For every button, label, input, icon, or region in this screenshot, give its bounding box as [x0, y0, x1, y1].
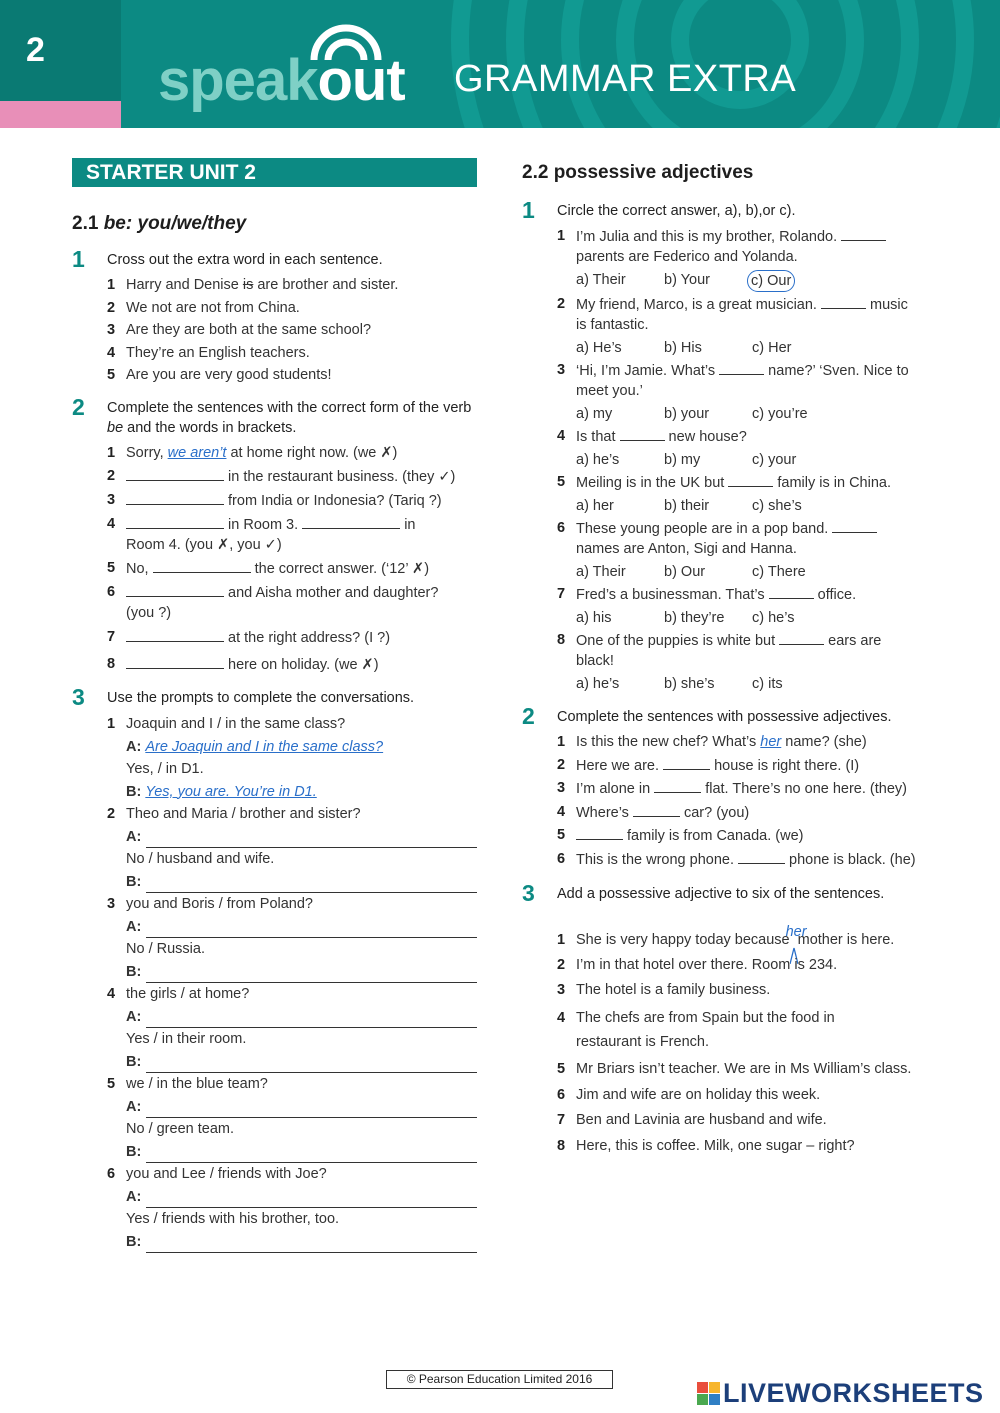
list-item: 7 Fred’s a businessman. That’s office. a) his b) they’re c) he’s	[557, 586, 857, 626]
exercise-instruction: Circle the correct answer, a), b),or c).	[557, 203, 796, 219]
inserted-word: her	[785, 923, 807, 940]
exercise-instruction: Complete the sentences with the correct form of the verb be and the words in brackets.	[107, 400, 472, 436]
answer-blank[interactable]	[620, 426, 665, 441]
struck-word: is	[242, 277, 254, 293]
exercise-number: 1	[522, 197, 535, 223]
list-item: 8 Here, this is coffee. Milk, one sugar – right?	[557, 1137, 855, 1154]
answer-blank[interactable]	[126, 466, 224, 481]
list-item: 5 Are you are very good students!	[107, 367, 332, 383]
exercise-instruction: Complete the sentences with possessive adjectives.	[557, 709, 892, 725]
answer-blank[interactable]	[654, 778, 701, 793]
liveworksheets-icon	[697, 1382, 720, 1405]
answer-line[interactable]	[146, 1009, 477, 1028]
list-item: 4 Where’s car? (you)	[557, 803, 750, 821]
answer-text: Yes, you are. You’re in D1.	[145, 783, 317, 800]
pink-strip	[0, 101, 121, 128]
option-c[interactable]: c) your	[752, 452, 797, 468]
brand-text: LIVEWORKSHEETS	[723, 1378, 984, 1408]
option-a[interactable]: a) he’s	[576, 676, 620, 692]
conversation-item: 3 you and Boris / from Poland? A: No / Russia. B:	[107, 893, 477, 983]
list-item: 1 Sorry, we aren’t at home right now. (we ✗)	[107, 445, 398, 461]
list-item: 8 here on holiday. (we ✗)	[107, 656, 379, 673]
unit-title: STARTER UNIT 2	[72, 158, 477, 187]
list-item: 2 Here we are. house is right there. (I)	[557, 756, 860, 774]
answer-blank[interactable]	[126, 582, 224, 597]
conversation-item: 4 the girls / at home? A: Yes / in their room. B:	[107, 983, 477, 1073]
list-item: 4 in Room 3. in Room 4. (you ✗, you ✓)	[107, 516, 416, 553]
answer-blank[interactable]	[719, 360, 764, 375]
option-c[interactable]: c) Our	[747, 270, 795, 292]
list-item: 5 Mr Briars isn’t teacher. We are in Ms William’s class.	[557, 1061, 912, 1077]
list-item: 2 We not are not from China.	[107, 299, 300, 316]
option-b[interactable]: b) they’re	[664, 610, 725, 626]
list-item: 2 in the restaurant business. (they ✓)	[107, 468, 456, 485]
list-item: 1 Is this the new chef? What’s her name? (she)	[557, 734, 867, 750]
answer-line[interactable]	[146, 874, 477, 893]
answer-blank[interactable]	[738, 849, 785, 864]
option-b[interactable]: b) Our	[664, 564, 706, 580]
exercise-number: 3	[72, 684, 85, 710]
option-b[interactable]: b) His	[664, 340, 702, 356]
list-item: 5 Meiling is in the UK but family is in China. a) her b) their c) she’s	[557, 474, 891, 514]
right-column	[522, 158, 932, 1156]
liveworksheets-logo	[697, 1378, 984, 1409]
list-item: 3 The hotel is a family business.	[557, 982, 771, 998]
page-header	[0, 0, 1000, 128]
answer-blank[interactable]	[302, 514, 400, 529]
option-c[interactable]: c) she’s	[752, 498, 802, 514]
answer-line[interactable]	[146, 829, 477, 848]
answer-blank[interactable]	[663, 755, 710, 770]
list-item: 4 Is that new house? a) he’s b) my c) your	[557, 426, 932, 470]
exercise-number: 2	[522, 703, 535, 729]
option-a[interactable]: a) Their	[576, 564, 626, 580]
section-title-2-1: 2.1 be: you/we/they	[72, 213, 247, 234]
answer-blank[interactable]	[841, 226, 886, 241]
option-b[interactable]: b) my	[664, 452, 701, 468]
list-item: 2 My friend, Marco, is a great musician. music is fantastic. a) He’s b) His c) Her	[557, 296, 908, 356]
list-item: 6 These young people are in a pop band. names are Anton, Sigi and Hanna. a) Their b) Our c) There	[557, 518, 932, 582]
conversation-item: 2 Theo and Maria / brother and sister? A: No / husband and wife. B:	[107, 803, 477, 893]
answer-line[interactable]	[146, 964, 477, 983]
exercise-3	[72, 684, 477, 1253]
list-item: 7 Ben and Lavinia are husband and wife.	[557, 1112, 827, 1128]
option-a[interactable]: a) my	[576, 406, 613, 422]
list-item: 4 The chefs are from Spain but the food in restaurant is French.	[557, 1009, 835, 1050]
answer-line[interactable]	[146, 1234, 477, 1253]
exercise-2	[72, 394, 477, 675]
list-item: 5 No, the correct answer. (‘12’ ✗)	[107, 560, 430, 577]
answer-line[interactable]	[146, 1189, 477, 1208]
list-item: 6 Jim and wife are on holiday this week.	[557, 1086, 821, 1103]
answer-blank[interactable]	[126, 514, 224, 529]
conversation-item: 1 Joaquin and I / in the same class? A: Are Joaquin and I in the same class? Yes, / in D1. B: Yes, you are. You’re in D1.	[107, 716, 384, 800]
answer-line[interactable]	[146, 1099, 477, 1118]
answer-text: her	[760, 734, 782, 750]
answer-line[interactable]	[146, 1144, 477, 1163]
list-item: 1 Harry and Denise is are brother and sister.	[107, 277, 399, 293]
list-item: 3 I’m alone in flat. There’s no one here. (they)	[557, 780, 907, 797]
exercise-1	[72, 246, 477, 385]
logo-speak: speak	[158, 48, 318, 113]
option-c[interactable]: c) he’s	[752, 610, 795, 626]
option-b[interactable]: b) your	[664, 406, 710, 422]
answer-blank[interactable]	[633, 802, 680, 817]
list-item: 2 I’m in that hotel over there. Room is 234.	[557, 956, 838, 973]
exercise-number: 3	[522, 879, 535, 906]
exercise-instruction: Cross out the extra word in each sentence.	[107, 252, 383, 268]
answer-text: Are Joaquin and I in the same class?	[145, 738, 384, 755]
option-a[interactable]: a) Their	[576, 272, 626, 288]
list-item: 3 from India or Indonesia? (Tariq ?)	[107, 492, 442, 509]
exercise-2	[522, 703, 932, 870]
list-item: 3 Are they are both at the same school?	[107, 322, 372, 338]
answer-blank[interactable]	[769, 584, 814, 599]
list-item: 1 She is very happy today because her mother is here.	[557, 930, 932, 950]
answer-blank[interactable]	[779, 630, 824, 645]
copyright-notice: © Pearson Education Limited 2016	[386, 1370, 613, 1389]
answer-blank[interactable]	[126, 627, 224, 642]
signal-waves-icon	[306, 24, 386, 64]
answer-line[interactable]	[146, 1054, 477, 1073]
answer-blank[interactable]	[821, 294, 866, 309]
answer-blank[interactable]	[576, 825, 623, 840]
option-a[interactable]: a) her	[576, 498, 614, 514]
option-c[interactable]: c) you’re	[752, 406, 808, 422]
conversation-item: 5 we / in the blue team? A: No / green team. B:	[107, 1073, 477, 1163]
unit-number: 2	[26, 31, 45, 69]
option-c[interactable]: c) There	[752, 564, 806, 580]
option-c[interactable]: c) Her	[752, 340, 792, 356]
answer-blank[interactable]	[832, 518, 877, 533]
answer-blank[interactable]	[126, 654, 224, 669]
answer-line[interactable]	[146, 919, 477, 938]
logo-out: out	[317, 48, 405, 113]
list-item: 3 ‘Hi, I’m Jamie. What’s name?’ ‘Sven. Nice to meet you.’ a) my b) your c) you’re	[557, 362, 909, 422]
exercise-number: 1	[72, 246, 85, 272]
exercise-instruction: Add a possessive adjective to six of the sentences.	[557, 885, 885, 902]
conversation-item: 6 you and Lee / friends with Joe? A: Yes / friends with his brother, too. B:	[107, 1163, 477, 1253]
list-item: 7 at the right address? (I ?)	[107, 629, 391, 646]
list-item: 8 One of the puppies is white but ears are black! a) he’s b) she’s c) its	[557, 632, 882, 692]
list-item: 5 family is from Canada. (we)	[557, 827, 804, 844]
option-a[interactable]: a) his	[576, 610, 612, 626]
list-item: 6 and Aisha mother and daughter? (you ?)	[107, 584, 439, 621]
option-a[interactable]: a) He’s	[576, 340, 622, 356]
answer-text: we aren’t	[167, 445, 227, 461]
list-item: 6 This is the wrong phone. phone is black. (he)	[557, 850, 916, 868]
option-c[interactable]: c) its	[752, 676, 783, 692]
answer-blank[interactable]	[728, 472, 773, 487]
left-column	[72, 158, 477, 1253]
answer-blank[interactable]	[153, 558, 251, 573]
option-a[interactable]: a) he’s	[576, 452, 620, 468]
exercise-3	[522, 879, 932, 1156]
speakout-logo	[158, 46, 405, 116]
list-item: 4 They’re an English teachers.	[107, 344, 310, 361]
section-title-2-2: 2.2 possessive adjectives	[522, 162, 754, 183]
option-b[interactable]: b) their	[664, 498, 710, 514]
exercise-instruction: Use the prompts to complete the conversations.	[107, 690, 415, 706]
list-item: 1 I’m Julia and this is my brother, Rolando. parents are Federico and Yolanda. a) Their b) Your c) Our	[557, 226, 932, 292]
option-b[interactable]: b) she’s	[664, 676, 715, 692]
header-title: GRAMMAR EXTRA	[454, 58, 797, 100]
exercise-1	[522, 197, 932, 694]
answer-blank[interactable]	[126, 490, 224, 505]
exercise-number: 2	[72, 394, 85, 420]
option-b[interactable]: b) Your	[664, 272, 710, 288]
